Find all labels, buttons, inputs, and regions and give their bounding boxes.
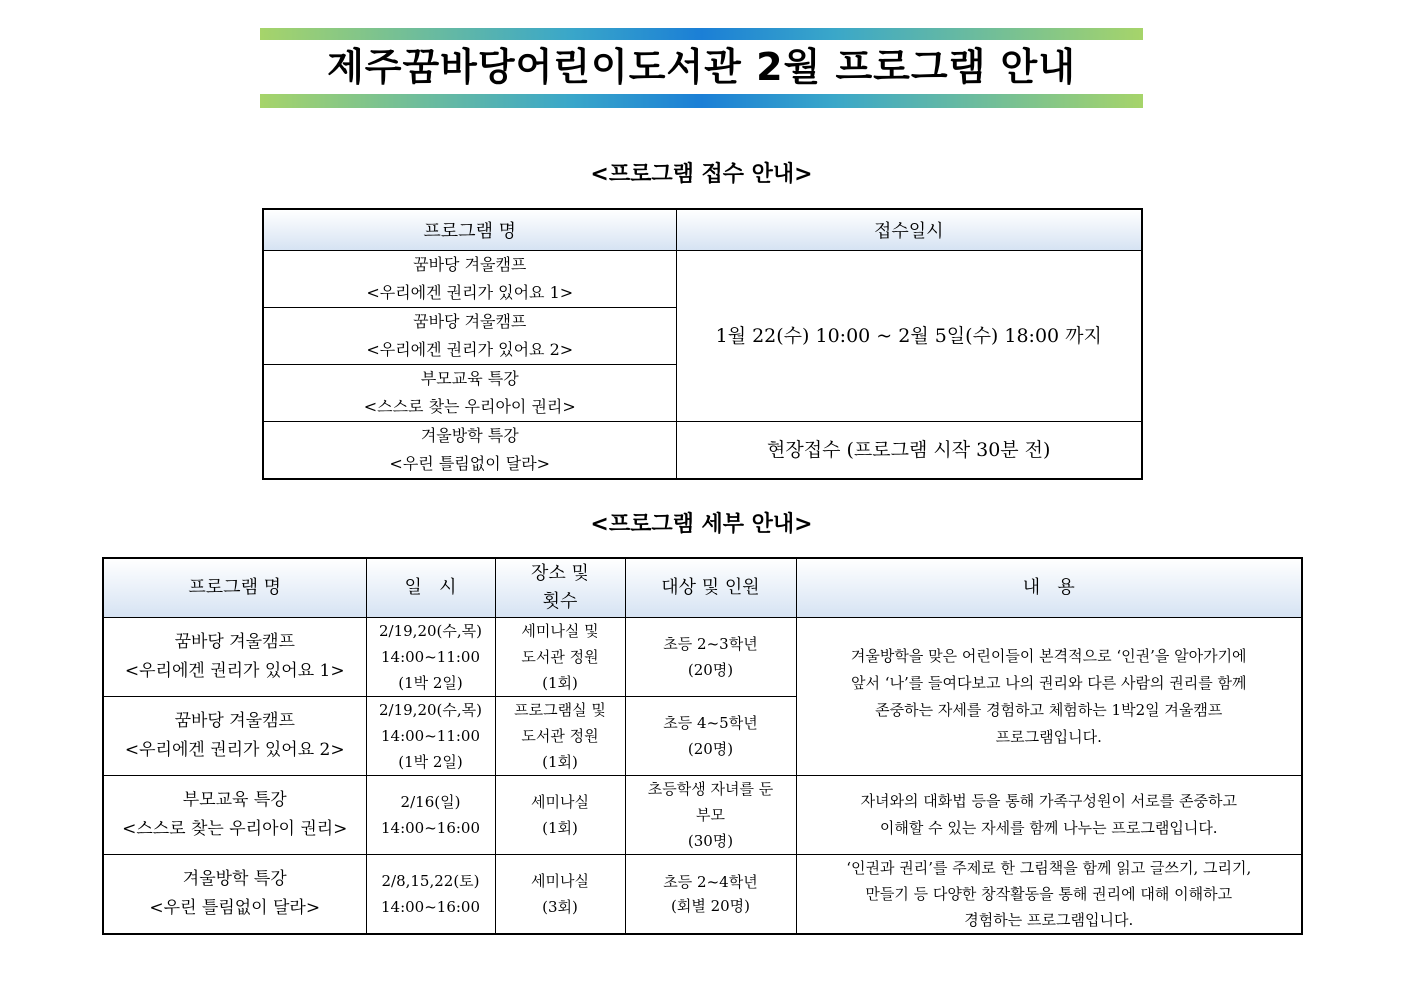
banner-bottom-bar [260, 94, 1143, 108]
table-row [103, 855, 1302, 935]
column-header-target: 대상 및 인원 [625, 558, 796, 618]
program-name-cell: 부모교육 특강 <스스로 찾는 우리아이 권리> [103, 776, 366, 855]
table-header-row [103, 558, 1302, 618]
program-cell: 꿈바당 겨울캠프 <우리에겐 권리가 있어요 1> [263, 251, 676, 308]
date-cell: 2/16(일) 14:00~16:00 [366, 776, 495, 855]
column-header-date: 일 시 [366, 558, 495, 618]
page-title: 제주꿈바당어린이도서관 2월 프로그램 안내 [327, 45, 1076, 89]
column-header-content: 내 용 [796, 558, 1302, 618]
place-cell: 프로그램실 및 도서관 정원 (1회) [495, 697, 625, 776]
column-header-period: 접수일시 [676, 209, 1142, 251]
program-cell: 부모교육 특강 <스스로 찾는 우리아이 권리> [263, 365, 676, 422]
program-name-cell: 꿈바당 겨울캠프 <우리에겐 권리가 있어요 2> [103, 697, 366, 776]
place-cell: 세미나실 (1회) [495, 776, 625, 855]
registration-heading: <프로그램 접수 안내> [590, 162, 813, 187]
onsite-period-cell: 현장접수 (프로그램 시작 30분 전) [676, 422, 1142, 480]
target-cell: 초등 4~5학년 (20명) [625, 697, 796, 776]
column-header-place: 장소 및 횟수 [495, 558, 625, 618]
table-row [263, 251, 1142, 308]
details-heading: <프로그램 세부 안내> [590, 512, 813, 537]
table-row [263, 422, 1142, 480]
period-cell: 1월 22(수) 10:00 ~ 2월 5일(수) 18:00 까지 [676, 251, 1142, 422]
target-cell: 초등 2~3학년 (20명) [625, 618, 796, 697]
registration-table [262, 208, 1143, 480]
target-cell: 초등 2~4학년 (회별 20명) [625, 855, 796, 935]
table-row [103, 776, 1302, 855]
content-cell: 겨울방학을 맞은 어린이들이 본격적으로 ‘인권’을 알아가기에 앞서 ‘나’를 들여다보고 나의 권리와 다른 사람의 권리를 함께 존중하는 자세를 경험하고 체험하는 1박2일 겨울캠프 프로그램입니다. [796, 618, 1302, 776]
program-name-cell: 겨울방학 특강 <우린 틀림없이 달라> [103, 855, 366, 935]
content-cell: 자녀와의 대화법 등을 통해 가족구성원이 서로를 존중하고 이해할 수 있는 자세를 함께 나누는 프로그램입니다. [796, 776, 1302, 855]
table-row [103, 618, 1302, 697]
column-header-program: 프로그램 명 [263, 209, 676, 251]
table-header-row [263, 209, 1142, 251]
program-cell: 꿈바당 겨울캠프 <우리에겐 권리가 있어요 2> [263, 308, 676, 365]
content-cell: ‘인권과 권리’를 주제로 한 그림책을 함께 읽고 글쓰기, 그리기, 만들기 등 다양한 창작활동을 통해 권리에 대해 이해하고 경험하는 프로그램입니다. [796, 855, 1302, 935]
program-name-cell: 꿈바당 겨울캠프 <우리에겐 권리가 있어요 1> [103, 618, 366, 697]
date-cell: 2/8,15,22(토) 14:00~16:00 [366, 855, 495, 935]
program-cell: 겨울방학 특강 <우린 틀림없이 달라> [263, 422, 676, 480]
title-banner [260, 28, 1143, 109]
place-cell: 세미나실 (3회) [495, 855, 625, 935]
place-cell: 세미나실 및 도서관 정원 (1회) [495, 618, 625, 697]
details-table [102, 557, 1303, 935]
banner-top-bar [260, 28, 1143, 40]
target-cell: 초등학생 자녀를 둔 부모 (30명) [625, 776, 796, 855]
date-cell: 2/19,20(수,목) 14:00~11:00 (1박 2일) [366, 697, 495, 776]
column-header-program: 프로그램 명 [103, 558, 366, 618]
date-cell: 2/19,20(수,목) 14:00~11:00 (1박 2일) [366, 618, 495, 697]
